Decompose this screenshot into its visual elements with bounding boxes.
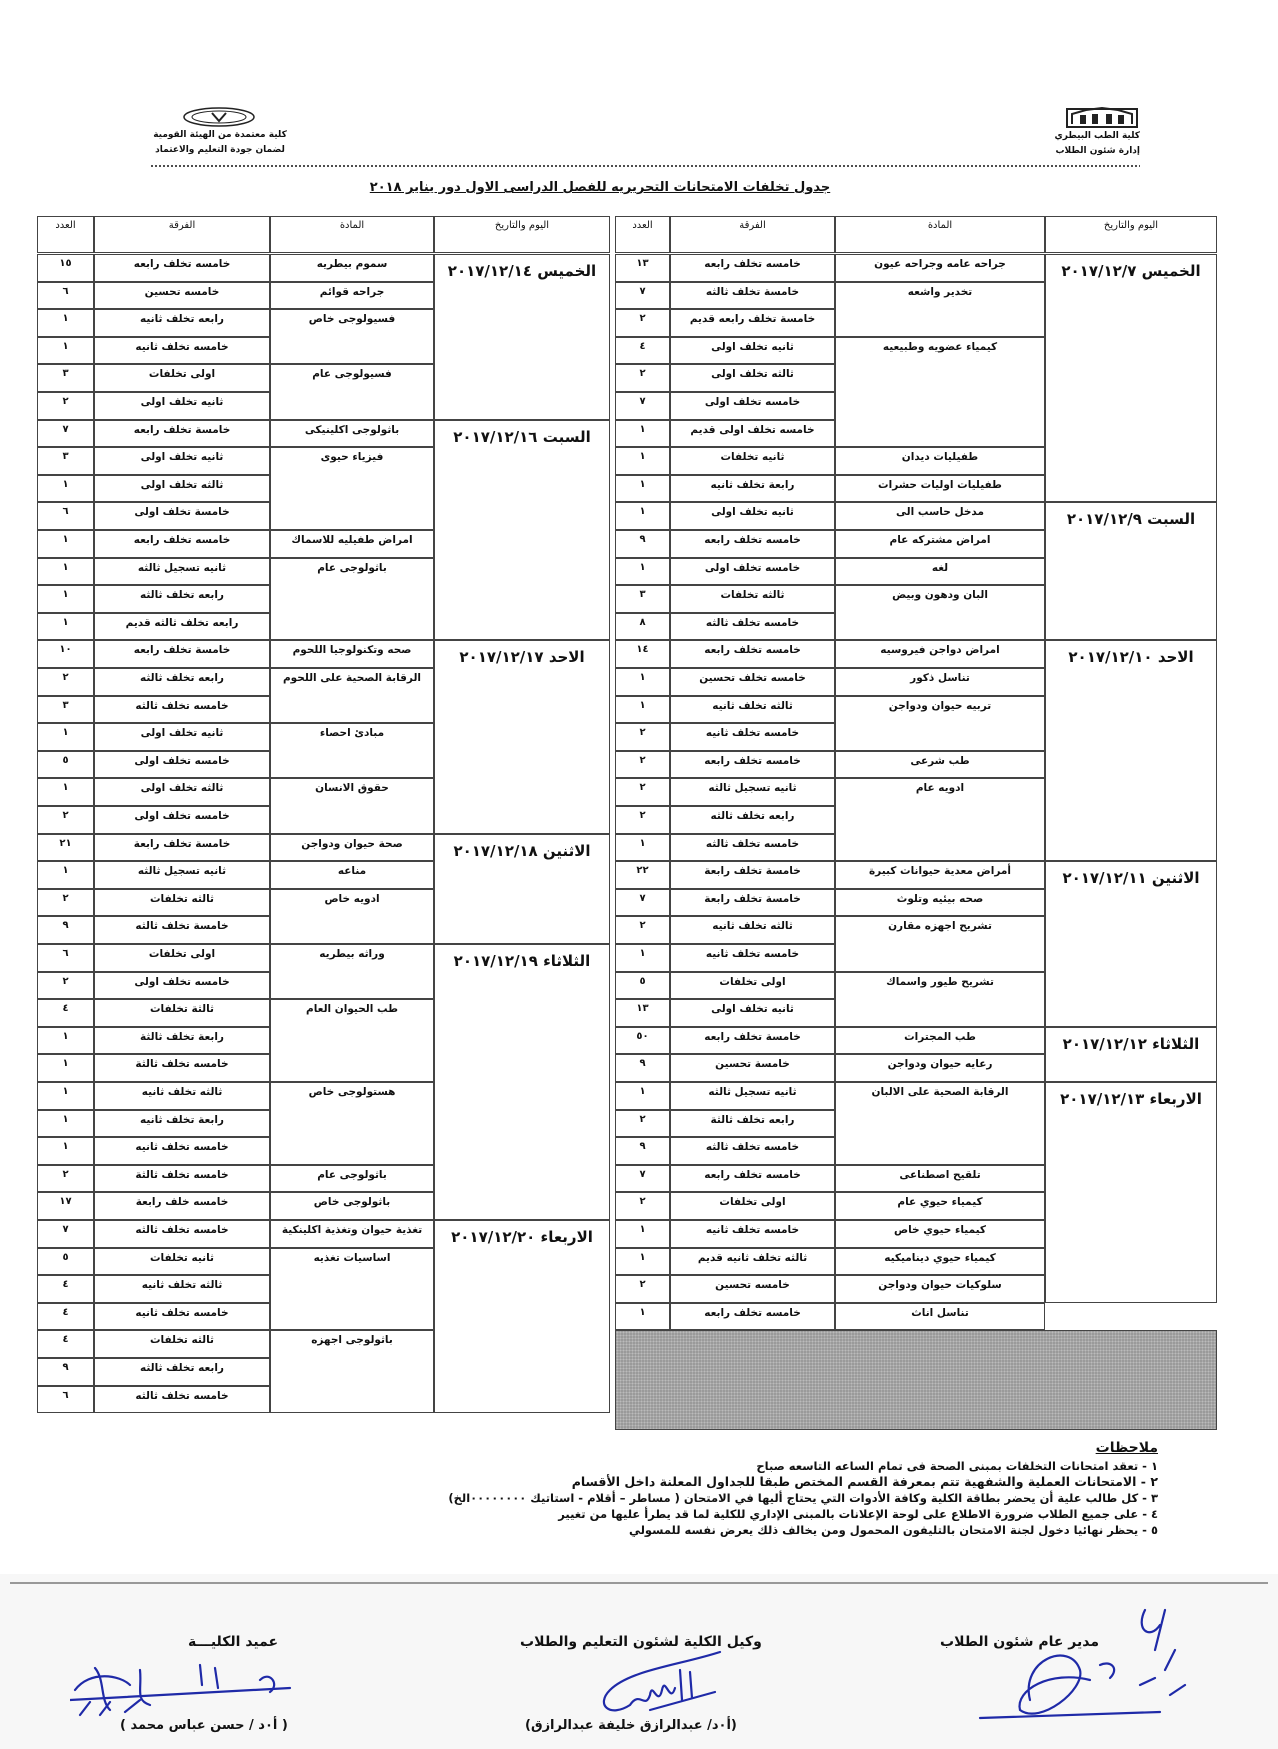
- group-cell: ثالثه تخلف اولى: [670, 364, 835, 392]
- group-cell: خامسه تخلف رابعه: [94, 254, 270, 282]
- group-cell: خامسه تخلف رابعه: [670, 1303, 835, 1331]
- group-cell: ثانيه تخلفات: [94, 1248, 270, 1276]
- count-cell: ٢: [615, 723, 670, 751]
- day-date-cell: الاحد ٢٠١٧/١٢/١٠: [1045, 640, 1217, 861]
- count-cell: ١: [37, 1137, 94, 1165]
- page-title: جدول تخلفات الامتحانات التحريريه للفصل الدراسى الاول دور يناير ٢٠١٨: [369, 180, 831, 195]
- count-cell: ١: [37, 558, 94, 586]
- subject-cell: تشريح طيور واسماك: [835, 972, 1045, 1027]
- count-cell: ١: [37, 1027, 94, 1055]
- left-logo: [182, 106, 256, 128]
- group-cell: خامسه تخلف اولى: [670, 558, 835, 586]
- group-cell: خامسه تخلف رابعه: [94, 530, 270, 558]
- group-cell: خامسة تخلف رابعة: [670, 889, 835, 917]
- subject-cell: سموم بيطريه: [270, 254, 434, 282]
- count-cell: ١: [615, 1303, 670, 1331]
- count-cell: ١: [37, 1082, 94, 1110]
- right-org-line-2: إدارة شئون الطلاب: [1055, 146, 1140, 156]
- group-cell: ثالثه تخلفات: [94, 889, 270, 917]
- count-cell: ١: [37, 475, 94, 503]
- group-cell: خامسه خلف رابعة: [94, 1192, 270, 1220]
- group-cell: رابعة تخلف ثانيه: [94, 1110, 270, 1138]
- group-cell: خامسه تخلف رابعه: [670, 751, 835, 779]
- count-cell: ٤: [37, 999, 94, 1027]
- subject-cell: الرقابة الصحية على الالبان: [835, 1082, 1045, 1165]
- count-cell: ١: [37, 1110, 94, 1138]
- count-cell: ٩: [37, 916, 94, 944]
- handwritten-signature-dean: [70, 1660, 300, 1720]
- group-cell: خامسه تخلف ثالثه: [94, 696, 270, 724]
- group-cell: خامسه تخلف اولى: [94, 751, 270, 779]
- subject-cell: تناسل ذكور: [835, 668, 1045, 696]
- count-cell: ٢: [37, 889, 94, 917]
- day-date-cell: الاربعاء ٢٠١٧/١٢/٢٠: [434, 1220, 610, 1413]
- subject-cell: تغذية حيوان وتغذية اكلينكية: [270, 1220, 434, 1248]
- count-cell: ٦: [37, 502, 94, 530]
- count-cell: ١: [615, 447, 670, 475]
- group-cell: خامسة تخلف ثالثه: [94, 916, 270, 944]
- subject-cell: فيزياء حيوى: [270, 447, 434, 530]
- subject-cell: كيمياء حيوي ديناميكيه: [835, 1248, 1045, 1276]
- accreditation-seal-icon: [182, 106, 256, 128]
- count-cell: ١: [37, 1054, 94, 1082]
- subject-cell: باثولوجى عام: [270, 558, 434, 641]
- student-affairs-director-title: مدير عام شئون الطلاب: [940, 1634, 1100, 1650]
- subject-cell: باثولوجى اجهزه: [270, 1330, 434, 1413]
- count-cell: ١٣: [615, 999, 670, 1027]
- subject-cell: صحه بيئيه وتلوث: [835, 889, 1045, 917]
- group-cell: رابعه تخلف ثانيه: [94, 309, 270, 337]
- count-cell: ٣: [615, 585, 670, 613]
- count-cell: ٩: [615, 530, 670, 558]
- subject-cell: مبادئ احصاء: [270, 723, 434, 778]
- group-cell: خامسه تخلف اولى: [94, 972, 270, 1000]
- note-item: ٢ - الامتحانات العملية والشفهية تتم بمعرفة القسم المختص طبقا للجداول المعلنة داخل الأقسام: [571, 1474, 1158, 1489]
- subject-cell: جراحه عامه وجراحه عيون: [835, 254, 1045, 282]
- group-cell: ثالثه تخلف ثانيه: [94, 1275, 270, 1303]
- count-cell: ٢١: [37, 834, 94, 862]
- subject-cell: باثولوجى عام: [270, 1165, 434, 1193]
- count-cell: ١: [615, 420, 670, 448]
- count-cell: ٢: [615, 778, 670, 806]
- group-cell: اولى تخلفات: [670, 1192, 835, 1220]
- day-date-cell: السبت ٢٠١٧/١٢/٩: [1045, 502, 1217, 640]
- count-cell: ١: [615, 668, 670, 696]
- count-cell: ٧: [37, 420, 94, 448]
- group-cell: رابعه تخلف ثالثه قديم: [94, 613, 270, 641]
- subject-cell: وراثه بيطريه: [270, 944, 434, 999]
- day-date-cell: الاحد ٢٠١٧/١٢/١٧: [434, 640, 610, 833]
- subject-cell: مدخل حاسب الى: [835, 502, 1045, 530]
- subject-cell: طفيليات ديدان: [835, 447, 1045, 475]
- day-date-cell: الثلاثاء ٢٠١٧/١٢/١٩: [434, 944, 610, 1220]
- count-cell: ١: [37, 337, 94, 365]
- group-cell: خامسه تخلف اولى قديم: [670, 420, 835, 448]
- count-cell: ٩: [615, 1137, 670, 1165]
- group-cell: ثانيه تخلف اولى: [670, 999, 835, 1027]
- group-cell: ثانيه تخلف اولى: [94, 447, 270, 475]
- count-cell: ٣: [37, 696, 94, 724]
- group-cell: خامسه تخلف رابعه: [670, 1165, 835, 1193]
- count-cell: ٣: [37, 364, 94, 392]
- group-cell: خامسة تخلف رابعه: [670, 1027, 835, 1055]
- column-header-day: اليوم والتاريخ: [1045, 216, 1217, 253]
- count-cell: ٥: [37, 751, 94, 779]
- subject-cell: تلقيح اصطناعى: [835, 1165, 1045, 1193]
- subject-cell: صحة حيوان ودواجن: [270, 834, 434, 862]
- group-cell: ثانيه تخلف اولى: [670, 337, 835, 365]
- subject-cell: سلوكيات حيوان ودواجن: [835, 1275, 1045, 1303]
- count-cell: ١: [37, 530, 94, 558]
- group-cell: خامسة تخلف اولى: [94, 502, 270, 530]
- subject-cell: هستولوجى خاص: [270, 1082, 434, 1165]
- column-header-group: الفرقة: [670, 216, 835, 253]
- group-cell: خامسه تخلف ثانيه: [94, 1137, 270, 1165]
- count-cell: ٢: [615, 1192, 670, 1220]
- subject-cell: مناعه: [270, 861, 434, 889]
- signature-divider: [10, 1582, 1268, 1584]
- subject-cell: طب الحيوان العام: [270, 999, 434, 1082]
- count-cell: ٦: [37, 282, 94, 310]
- group-cell: رابعه تخلف ثالثه: [94, 1358, 270, 1386]
- right-org-line-1: كلية الطب البيطري: [1054, 131, 1140, 141]
- subject-cell: حقوق الانسان: [270, 778, 434, 833]
- count-cell: ١: [37, 309, 94, 337]
- count-cell: ١: [615, 502, 670, 530]
- count-cell: ٩: [37, 1358, 94, 1386]
- count-cell: ١: [37, 723, 94, 751]
- count-cell: ٢: [615, 806, 670, 834]
- group-cell: اولى تخلفات: [94, 944, 270, 972]
- count-cell: ١: [37, 585, 94, 613]
- count-cell: ٤: [615, 337, 670, 365]
- subject-cell: رعايه حيوان ودواجن: [835, 1054, 1045, 1082]
- count-cell: ٤: [37, 1330, 94, 1358]
- group-cell: ثالثه تخلفات: [94, 1330, 270, 1358]
- count-cell: ٢: [615, 1110, 670, 1138]
- count-cell: ١: [37, 861, 94, 889]
- group-cell: خامسه تخلف ثالثه: [94, 1386, 270, 1414]
- group-cell: خامسه تخلف ثالثه: [670, 834, 835, 862]
- group-cell: خامسه تخلف ثانيه: [670, 1220, 835, 1248]
- group-cell: ثالثه تخلف اولى: [94, 475, 270, 503]
- handwritten-signature-vice-dean: [590, 1650, 730, 1720]
- subject-cell: طب المجترات: [835, 1027, 1045, 1055]
- group-cell: ثالثه تخلف اولى: [94, 778, 270, 806]
- count-cell: ١: [615, 1220, 670, 1248]
- day-date-cell: الاربعاء ٢٠١٧/١٢/١٣: [1045, 1082, 1217, 1303]
- group-cell: ثانيه تخلفات: [670, 447, 835, 475]
- count-cell: ٦: [37, 944, 94, 972]
- group-cell: ثانيه تخلف اولى: [94, 392, 270, 420]
- count-cell: ١٣: [615, 254, 670, 282]
- group-cell: اولى تخلفات: [670, 972, 835, 1000]
- group-cell: خامسه تخلف ثانيه: [94, 1303, 270, 1331]
- subject-cell: ادويه خاص: [270, 889, 434, 944]
- count-cell: ٢: [37, 806, 94, 834]
- group-cell: خامسة تخلف رابعه قديم: [670, 309, 835, 337]
- count-cell: ٩: [615, 1054, 670, 1082]
- group-cell: خامسه تخلف ثانيه: [94, 337, 270, 365]
- group-cell: خامسه تخلف اولى: [670, 392, 835, 420]
- subject-cell: تناسل اناث: [835, 1303, 1045, 1331]
- group-cell: خامسه تخلف ثالثة: [94, 1165, 270, 1193]
- count-cell: ١٤: [615, 640, 670, 668]
- subject-cell: كيمياء حيوي خاص: [835, 1220, 1045, 1248]
- count-cell: ٢: [37, 1165, 94, 1193]
- subject-cell: لغه: [835, 558, 1045, 586]
- empty-shaded-cell: [615, 1330, 1217, 1430]
- column-header-count: العدد: [615, 216, 670, 253]
- note-item: ٣ - كل طالب علية أن يحضر بطاقة الكلية وكافة الأدوات التي يحتاج أليها في الامتحان ( مساطر – أقلام - استاتيك ٠٠٠٠٠٠٠٠الخ): [448, 1491, 1158, 1505]
- group-cell: خامسة تخلف ثالثه: [670, 282, 835, 310]
- group-cell: ثالثه تخلف ثانيه: [670, 916, 835, 944]
- count-cell: ٧: [615, 392, 670, 420]
- group-cell: خامسه تخلف رابعه: [670, 254, 835, 282]
- group-cell: ثانيه تخلف اولى: [670, 502, 835, 530]
- count-cell: ١: [615, 558, 670, 586]
- count-cell: ١٠: [37, 640, 94, 668]
- header-divider: [150, 164, 1140, 168]
- subject-cell: طب شرعى: [835, 751, 1045, 779]
- subject-cell: امراض طفيليه للاسماك: [270, 530, 434, 558]
- note-item: ١ - تعقد امتحانات التخلفات بمبنى الصحة فى تمام الساعه التاسعه صباح: [756, 1459, 1158, 1473]
- group-cell: خامسة تخلف رابعة: [94, 834, 270, 862]
- notes-title: ملاحظات: [1095, 1440, 1158, 1456]
- group-cell: خامسه تخلف ثانيه: [670, 723, 835, 751]
- group-cell: ثانيه تخلف اولى: [94, 723, 270, 751]
- group-cell: خامسة تخلف رابعة: [670, 861, 835, 889]
- count-cell: ٧: [615, 1165, 670, 1193]
- column-header-count: العدد: [37, 216, 94, 253]
- group-cell: اولى تخلفات: [94, 364, 270, 392]
- group-cell: خامسه تخلف ثانيه: [670, 944, 835, 972]
- column-header-group: الفرقة: [94, 216, 270, 253]
- count-cell: ١: [615, 475, 670, 503]
- group-cell: ثانيه تسجيل ثالثه: [94, 861, 270, 889]
- count-cell: ١: [615, 1082, 670, 1110]
- count-cell: ٢: [615, 1275, 670, 1303]
- vice-dean-title: وكيل الكلية لشئون التعليم والطلاب: [520, 1634, 762, 1650]
- group-cell: ثانيه تسجيل ثالثه: [94, 558, 270, 586]
- group-cell: رابعة تخلف ثالثة: [94, 1027, 270, 1055]
- count-cell: ٨: [615, 613, 670, 641]
- count-cell: ١: [37, 613, 94, 641]
- group-cell: خامسه تخلف ثالثة: [94, 1054, 270, 1082]
- day-date-cell: الثلاثاء ٢٠١٧/١٢/١٢: [1045, 1027, 1217, 1082]
- count-cell: ٤: [37, 1275, 94, 1303]
- group-cell: ثالثة تخلفات: [94, 999, 270, 1027]
- subject-cell: جراحه قوائم: [270, 282, 434, 310]
- day-date-cell: الخميس ٢٠١٧/١٢/٧: [1045, 254, 1217, 502]
- group-cell: رابعه تخلف ثالثه: [94, 585, 270, 613]
- group-cell: ثالثه تخلف ثانيه: [94, 1082, 270, 1110]
- count-cell: ٢: [37, 668, 94, 696]
- subject-cell: باثولوجى اكلينيكى: [270, 420, 434, 448]
- count-cell: ٧: [37, 1220, 94, 1248]
- handwritten-signature-student-affairs: [960, 1590, 1200, 1740]
- subject-cell: الرقابة الصحية على اللحوم: [270, 668, 434, 723]
- subject-cell: البان ودهون وبيض: [835, 585, 1045, 640]
- count-cell: ٤: [37, 1303, 94, 1331]
- count-cell: ١: [615, 696, 670, 724]
- count-cell: ٢: [615, 916, 670, 944]
- group-cell: ثالثه تخلف ثانيه قديم: [670, 1248, 835, 1276]
- group-cell: ثالثه تخلفات: [670, 585, 835, 613]
- subject-cell: تشريح اجهزه مقارن: [835, 916, 1045, 971]
- group-cell: خامسة تخلف رابعه: [94, 420, 270, 448]
- faculty-building-logo-icon: [1066, 106, 1138, 128]
- subject-cell: اساسيات تغذيه: [270, 1248, 434, 1331]
- count-cell: ١: [615, 1248, 670, 1276]
- day-date-cell: السبت ٢٠١٧/١٢/١٦: [434, 420, 610, 641]
- count-cell: ١٥: [37, 254, 94, 282]
- count-cell: ٧: [615, 889, 670, 917]
- subject-cell: تخدير واشعه: [835, 282, 1045, 337]
- group-cell: خامسة تحسين: [670, 1054, 835, 1082]
- subject-cell: امراض مشتركه عام: [835, 530, 1045, 558]
- subject-cell: كيمياء عضويه وطبيعيه: [835, 337, 1045, 447]
- count-cell: ٣: [37, 447, 94, 475]
- group-cell: خامسه تخلف رابعه: [670, 640, 835, 668]
- count-cell: ٢: [615, 751, 670, 779]
- day-date-cell: الخميس ٢٠١٧/١٢/١٤: [434, 254, 610, 420]
- subject-cell: فسيولوجى خاص: [270, 309, 434, 364]
- dean-name: ( أ٠د / حسن عباس محمد ): [120, 1718, 288, 1733]
- subject-cell: ادويه عام: [835, 778, 1045, 861]
- subject-cell: كيمياء حيوي عام: [835, 1192, 1045, 1220]
- count-cell: ٢: [615, 309, 670, 337]
- count-cell: ٧: [615, 282, 670, 310]
- subject-cell: فسيولوجى عام: [270, 364, 434, 419]
- vice-dean-name: (أ٠د/ عبدالرازق خليفة عبدالرازق): [525, 1718, 737, 1733]
- dean-title: عميد الكليـــة: [188, 1634, 279, 1650]
- group-cell: رابعه تخلف ثالثه: [670, 806, 835, 834]
- count-cell: ١: [615, 944, 670, 972]
- group-cell: رابعة تخلف ثانيه: [670, 475, 835, 503]
- count-cell: ٥: [37, 1248, 94, 1276]
- count-cell: ٦: [37, 1386, 94, 1414]
- subject-cell: امراض دواجن فيروسيه: [835, 640, 1045, 668]
- count-cell: ٥٠: [615, 1027, 670, 1055]
- column-header-day: اليوم والتاريخ: [434, 216, 610, 253]
- group-cell: خامسه تخلف ثالثه: [94, 1220, 270, 1248]
- group-cell: خامسة تخلف رابعه: [94, 640, 270, 668]
- count-cell: ٢٢: [615, 861, 670, 889]
- subject-cell: صحه وتكنولوجيا اللحوم: [270, 640, 434, 668]
- count-cell: ٢: [615, 364, 670, 392]
- subject-cell: باثولوجى خاص: [270, 1192, 434, 1220]
- group-cell: خامسه تخلف رابعه: [670, 530, 835, 558]
- right-logo: [1066, 106, 1138, 128]
- group-cell: خامسه تحسين: [670, 1275, 835, 1303]
- subject-cell: تربيه حيوان ودواجن: [835, 696, 1045, 751]
- count-cell: ١٧: [37, 1192, 94, 1220]
- day-date-cell: الاثنين ٢٠١٧/١٢/١٨: [434, 834, 610, 944]
- day-date-cell: الاثنين ٢٠١٧/١٢/١١: [1045, 861, 1217, 1027]
- group-cell: رابعه تخلف ثالثة: [670, 1110, 835, 1138]
- note-item: ٥ - يحظر نهائيا دخول لجنة الامتحان بالتليفون المحمول ومن يخالف ذلك يعرض نفسه للمسولي: [628, 1523, 1158, 1537]
- count-cell: ٢: [37, 972, 94, 1000]
- note-item: ٤ - على جميع الطلاب ضرورة الاطلاع على لوحة الإعلانات بالمبنى الإداري للكلية لما قد يطرأ عليها من تغيير: [558, 1507, 1158, 1521]
- subject-cell: أمراض معدية حيوانات كبيرة: [835, 861, 1045, 889]
- count-cell: ٥: [615, 972, 670, 1000]
- left-org-line-1: كلية معتمدة من الهيئة القومية: [153, 130, 287, 140]
- group-cell: خامسه تخلف تحسين: [670, 668, 835, 696]
- group-cell: رابعه تخلف ثالثه: [94, 668, 270, 696]
- group-cell: ثالثه تخلف ثانيه: [670, 696, 835, 724]
- subject-cell: طفيليات اوليات حشرات: [835, 475, 1045, 503]
- count-cell: ١: [37, 778, 94, 806]
- group-cell: خامسه تخلف اولى: [94, 806, 270, 834]
- column-header-subject: المادة: [835, 216, 1045, 253]
- notes-section: [398, 1440, 1158, 1538]
- column-header-subject: المادة: [270, 216, 434, 253]
- left-org-line-2: لضمان جودة التعليم والاعتماد: [155, 145, 285, 155]
- group-cell: ثانيه تسجيل ثالثه: [670, 778, 835, 806]
- count-cell: ٢: [37, 392, 94, 420]
- group-cell: خامسه تحسين: [94, 282, 270, 310]
- group-cell: خامسه تخلف ثالثه: [670, 1137, 835, 1165]
- count-cell: ١: [615, 834, 670, 862]
- group-cell: ثانيه تسجيل ثالثه: [670, 1082, 835, 1110]
- group-cell: خامسه تخلف ثالثه: [670, 613, 835, 641]
